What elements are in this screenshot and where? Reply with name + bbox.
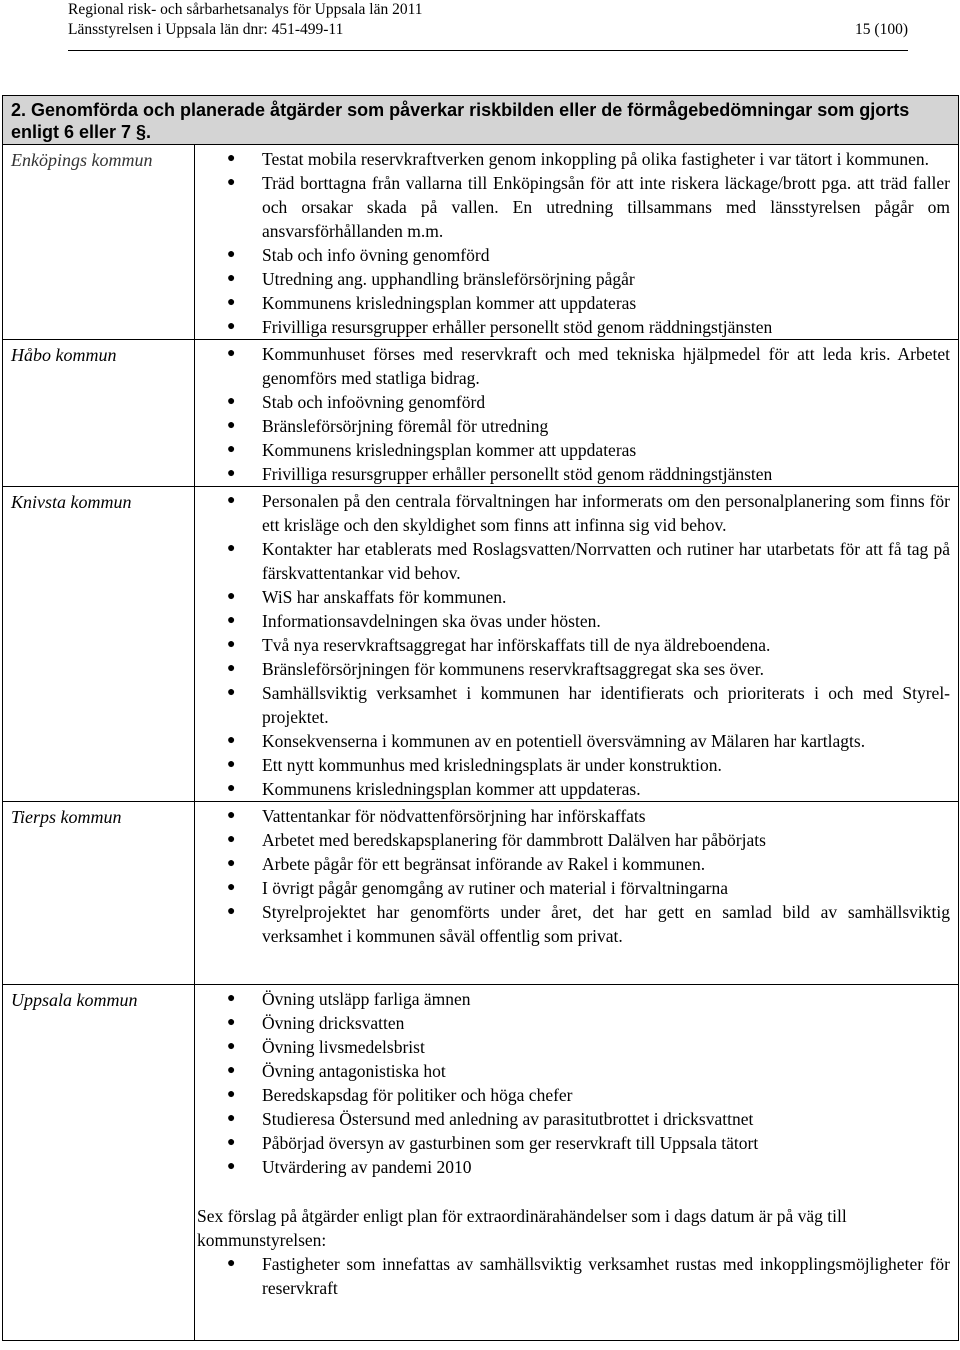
list-item [195,804,950,828]
list-item-text: Informationsavdelningen ska övas under hösten. [262,611,601,631]
list-item-text: Samhällsviktig verksamhet i kommunen har identifierats och prioriterats i och med Styrel-projektet. [262,683,951,727]
list-item [195,489,950,537]
bullet-icon: ● [227,991,236,1006]
bullet-icon: ● [227,685,236,700]
municipality-name: Tierps kommun [3,802,195,985]
bullet-icon: ● [227,589,236,604]
list-item-text: Arbete pågår för ett begränsat införande av Rakel i kommunen. [262,854,706,874]
municipality-name: Enköpings kommun [3,145,195,340]
list-item [195,1155,950,1179]
list-item-text: Övning antagonistiska hot [262,1061,446,1081]
table-row [3,985,959,1341]
bullet-icon: ● [227,493,236,508]
measure-list [195,489,950,801]
list-item [195,390,950,414]
municipality-measures [195,145,959,340]
list-item-text: Frivilliga resursgrupper erhåller personellt stöd genom räddningstjänsten [262,317,773,337]
municipality-name: Knivsta kommun [3,487,195,802]
proposal-paragraph: Sex förslag på åtgärder enligt plan för extraordinärahändelser som i dags datum är på väg till kommunstyrelsen: [197,1206,847,1250]
bullet-icon: ● [227,175,236,190]
list-item-text: Fastigheter som innefattas av samhällsviktig verksamhet rustas med inkopplingsmöjligheter för reservkraft [262,1254,951,1298]
bullet-icon: ● [227,295,236,310]
list-item [195,1107,950,1131]
municipality-measures [195,985,959,1341]
list-item-text: Arbetet med beredskapsplanering för dammbrott Dalälven har påbörjats [262,830,766,850]
list-item-text: Beredskapsdag för politiker och höga chefer [262,1085,573,1105]
list-item [195,291,950,315]
table-row [3,487,959,802]
list-item-text: Kommunens krisledningsplan kommer att uppdateras [262,440,637,460]
document-reference [68,20,908,40]
bullet-icon: ● [227,856,236,871]
bullet-icon: ● [227,151,236,166]
table-row [3,802,959,985]
bullet-icon: ● [227,613,236,628]
table-row [3,340,959,487]
municipality-measures [195,802,959,985]
list-item [195,987,950,1011]
proposal-list [195,1252,950,1300]
list-item-text: Övning utsläpp farliga ämnen [262,989,471,1009]
municipality-name: Håbo kommun [3,340,195,487]
bullet-icon: ● [227,394,236,409]
list-item [195,1035,950,1059]
list-item-text: Frivilliga resursgrupper erhåller personellt stöd genom räddningstjänsten [262,464,773,484]
table-heading-row [3,96,959,145]
page-number: 15 (100) [855,21,908,38]
list-item [195,1131,950,1155]
list-item [195,147,950,171]
table-row [3,145,959,340]
list-item [195,681,950,729]
list-item [195,267,950,291]
page-header [68,0,908,40]
list-item [195,633,950,657]
bullet-icon: ● [227,808,236,823]
bullet-icon: ● [227,1159,236,1174]
list-item [195,1252,950,1300]
bullet-icon: ● [227,271,236,286]
bullet-icon: ● [227,781,236,796]
bullet-icon: ● [227,637,236,652]
municipality-measures [195,340,959,487]
bullet-icon: ● [227,1135,236,1150]
bullet-icon: ● [227,466,236,481]
bullet-icon: ● [227,442,236,457]
bullet-icon: ● [227,541,236,556]
list-item [195,777,950,801]
list-item-text: Utredning ang. upphandling bränsleförsörjning pågår [262,269,635,289]
list-item [195,753,950,777]
measure-list [195,804,950,948]
list-item [195,414,950,438]
list-item-text: Påbörjad översyn av gasturbinen som ger reservkraft till Uppsala tätort [262,1133,759,1153]
list-item-text: Testat mobila reservkraftverken genom inkoppling på olika fastigheter i var tätort i kommunen. [262,149,929,169]
bullet-icon: ● [227,1111,236,1126]
header-divider [68,50,908,51]
bullet-icon: ● [227,1087,236,1102]
list-item [195,315,950,339]
list-item-text: Träd borttagna från vallarna till Enköpingsån för att inte riskera läckage/brott pga. att träd faller och orsakar skada på vallen. En utredning tillsammans med länsstyrelsen pågår om ansvarsförhållanden m.m. [262,173,951,241]
list-item-text: Bränsleförsörjning föremål för utredning [262,416,549,436]
list-item [195,585,950,609]
list-item [195,1059,950,1083]
bullet-icon: ● [227,1015,236,1030]
bullet-icon: ● [227,757,236,772]
list-item-text: Bränsleförsörjningen för kommunens reservkraftsaggregat ska ses över. [262,659,765,679]
bullet-icon: ● [227,832,236,847]
list-item-text: Stab och infoövning genomförd [262,392,486,412]
list-item [195,876,950,900]
list-item [195,438,950,462]
list-item-text: Kontakter har etablerats med Roslagsvatten/Norrvatten och rutiner har utarbetats för att få tag på färskvattentankar vid behov. [262,539,951,583]
list-item [195,609,950,633]
measure-list [195,342,950,486]
diary-number: Länsstyrelsen i Uppsala län dnr: 451-499-11 [68,21,344,38]
list-item-text: Kommunens krisledningsplan kommer att uppdateras. [262,779,641,799]
measure-list [195,987,950,1179]
measure-list [195,147,950,339]
list-item [195,1083,950,1107]
list-item [195,537,950,585]
bullet-icon: ● [227,661,236,676]
list-item-text: Övning livsmedelsbrist [262,1037,425,1057]
bullet-icon: ● [227,880,236,895]
section-heading: 2. Genomförda och planerade åtgärder som påverkar riskbilden eller de förmågebedömningar som gjorts enligt 6 eller 7 §. [3,96,959,145]
list-item [195,243,950,267]
bullet-icon: ● [227,247,236,262]
list-item-text: WiS har anskaffats för kommunen. [262,587,507,607]
bullet-icon: ● [227,346,236,361]
list-item [195,462,950,486]
list-item-text: Stab och info övning genomförd [262,245,490,265]
list-item-text: Vattentankar för nödvattenförsörjning har införskaffats [262,806,646,826]
list-item-text: Ett nytt kommunhus med krisledningsplats är under konstruktion. [262,755,722,775]
list-item-text: Övning dricksvatten [262,1013,405,1033]
bullet-icon: ● [227,1256,236,1271]
list-item-text: Utvärdering av pandemi 2010 [262,1157,472,1177]
bullet-icon: ● [227,733,236,748]
list-item-text: Studieresa Östersund med anledning av parasitutbrottet i dricksvattnet [262,1109,754,1129]
list-item [195,1011,950,1035]
list-item [195,852,950,876]
list-item-text: I övrigt pågår genomgång av rutiner och material i förvaltningarna [262,878,729,898]
list-item [195,657,950,681]
list-item-text: Konsekvenserna i kommunen av en potentiell översvämning av Mälaren har kartlagts. [262,731,866,751]
list-item [195,171,950,243]
bullet-icon: ● [227,319,236,334]
list-item [195,729,950,753]
list-item [195,900,950,948]
document-title: Regional risk- och sårbarhetsanalys för Uppsala län 2011 [68,1,423,18]
list-item-text: Styrelprojektet har genomförts under året, det har gett en samlad bild av samhällsviktig verksamhet i kommunen såväl offentlig som privat. [262,902,951,946]
measures-table [2,95,959,1341]
bullet-icon: ● [227,1039,236,1054]
bullet-icon: ● [227,418,236,433]
municipality-name: Uppsala kommun [3,985,195,1341]
bullet-icon: ● [227,904,236,919]
list-item-text: Personalen på den centrala förvaltningen har informerats om den personalplanering som finns för ett krisläge och den skyldighet som finns att infinna sig vid behov. [262,491,951,535]
bullet-icon: ● [227,1063,236,1078]
municipality-measures [195,487,959,802]
list-item-text: Två nya reservkraftsaggregat har införskaffats till de nya äldreboendena. [262,635,771,655]
list-item-text: Kommunhuset förses med reservkraft och med tekniska hjälpmedel för att leda kris. Arbetet genomförs med statliga bidrag. [262,344,951,388]
list-item [195,828,950,852]
list-item [195,342,950,390]
list-item-text: Kommunens krisledningsplan kommer att uppdateras [262,293,637,313]
